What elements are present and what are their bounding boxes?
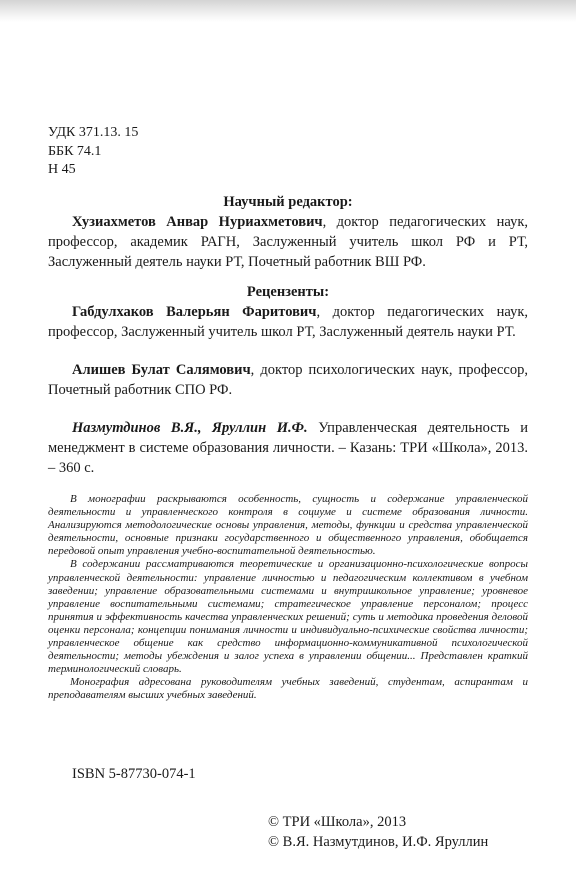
editor-name: Хузиахметов Анвар Нуриахметович: [72, 214, 323, 230]
reviewer-entry-2: [48, 360, 528, 400]
editor-heading: Научный редактор:: [223, 194, 353, 210]
reviewer-details: , доктор психологических наук, профессор, Почетный работник СПО РФ.: [48, 362, 528, 398]
abstract-paragraph: В содержании рассматриваются теоретические и организационно-психологические вопросы управленческой деятельности: управление личностью и педагогическим коллективом в учебном заведении; управление образовательными системами и внутришкольное управление; уровневое управление воспитательными системами; стратегическое управление персоналом; процесс принятия и эффективность качества управленческих решений; суть и методика проведения деловой оценки персонала; концепции понимания личности и индивидуально-психические свойства личности; управленческое общение как средство информационно-коммуникативной психологической деятельности; методы убеждения и залог успеха в управлении общении... Представлен краткий терминологический словарь.: [48, 558, 528, 676]
udk-code: УДК 371.13. 15: [48, 125, 139, 140]
reviewer-entry-1: [48, 302, 528, 342]
copyright-block: [268, 812, 488, 852]
bibliographic-citation: [48, 418, 528, 478]
classification-block: [48, 124, 138, 180]
reviewer-name: Алишев Булат Салямович: [72, 362, 251, 378]
abstract: [48, 493, 528, 703]
reviewer-details: , доктор педагогических наук, профессор, Заслуженный учитель школ РТ, Заслуженный деятель науки РТ.: [48, 304, 528, 340]
editor-details: , доктор педагогических наук, профессор, академик РАГН, Заслуженный учитель школ РФ и РТ, Заслуженный деятель науки РТ, Почетный работник ВШ РФ.: [48, 214, 528, 270]
bbk-code: ББК 74.1: [48, 143, 102, 159]
abstract-paragraph: В монографии раскрываются особенность, сущность и содержание управленческой деятельности и управленческого контроля в социуме и системе образования личности. Анализируются методологические основы управления, методы, функции и средства управленческой деятельности, основные признаки государственного и общественного управления, обобщается передовой опыт управления учебно-воспитательной деятельностью.: [48, 493, 528, 558]
isbn: ISBN 5-87730-074-1: [72, 766, 196, 782]
editor-entry: [48, 212, 528, 272]
author-mark: Н 45: [48, 162, 76, 177]
reviewers-heading: Рецензенты:: [246, 284, 330, 300]
citation-text: Управленческая деятельность и менеджмент в системе образования личности. – Казань: ТРИ «Школа», 2013. – 360 с.: [48, 420, 528, 476]
copyright-line: © ТРИ «Школа», 2013: [268, 814, 407, 830]
reviewer-name: Габдулхаков Валерьян Фаритович: [72, 304, 317, 320]
abstract-paragraph: Монография адресована руководителям учебных заведений, студентам, аспирантам и преподавателям высших учебных заведений.: [48, 676, 528, 702]
citation-authors: Назмутдинов В.Я., Яруллин И.Ф.: [72, 420, 308, 436]
copyright-line: © В.Я. Назмутдинов, И.Ф. Яруллин: [268, 834, 489, 850]
